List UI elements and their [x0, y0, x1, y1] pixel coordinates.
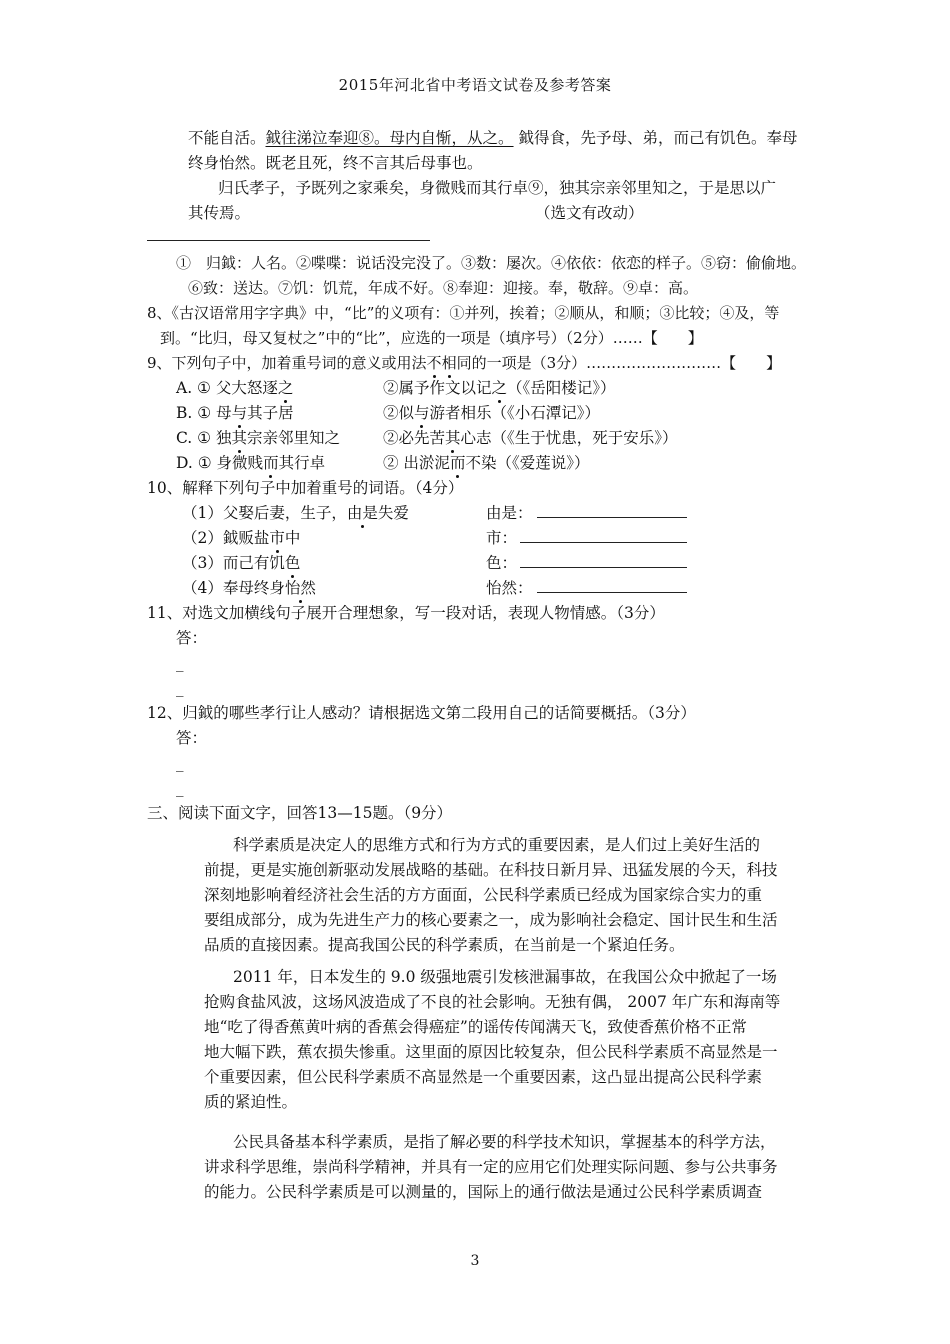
footnote-rule	[147, 240, 430, 241]
item-text: （2）鉞贩盐	[182, 529, 270, 547]
emphasis-char: 不	[426, 354, 442, 372]
emphasis-char: 之	[277, 379, 294, 397]
q9-stem-text: 同的一项是（3分）………………………【 】	[456, 354, 782, 372]
emphasis-word: 怡然	[284, 579, 316, 597]
answer-line-mark[interactable]: _	[176, 754, 184, 772]
option-text: ②属予作文以记	[383, 379, 492, 397]
q9-option-c-second	[383, 427, 678, 449]
reading-p2-line: 地大幅下跌，蕉农损失惨重。这里面的原因比较复杂，但公民科学素质不高显然是一	[204, 1043, 778, 1061]
q12-answer-label: 答：	[176, 729, 208, 747]
passage-source: （选文有改动）	[535, 204, 644, 222]
q10-stem: 10、解释下列句子中加着重号的词语。（4分）	[147, 479, 464, 497]
option-text: C. ① 独	[176, 429, 232, 447]
q10-answer-label-3: 色：	[486, 554, 518, 572]
emphasis-char: 与	[231, 404, 248, 422]
q10-item-1	[182, 502, 409, 524]
answer-blank[interactable]	[520, 542, 687, 543]
emphasis-char: 之	[491, 379, 508, 397]
option-text: D. ① 身微贱	[176, 454, 264, 472]
q10-item-4	[182, 577, 316, 599]
reading-p1-line: 品质的直接因素。提高我国公民的科学素质，在当前是一个紧迫任务。	[204, 936, 685, 954]
reading-p3-line: 讲求科学思维，崇尚科学精神，并具有一定的应用它们处理实际问题、参与公共事务	[204, 1158, 778, 1176]
item-text: （3）而己有饥	[182, 554, 285, 572]
emphasis-word: 由是	[346, 504, 378, 522]
q8-line-1: 8、《古汉语常用字字典》中，“比”的义项有：①并列，挨着；②顺从，和顺；③比较；④及，等	[147, 304, 780, 322]
q9-option-b	[176, 402, 294, 424]
option-text: A. ① 父大怒逐	[176, 379, 278, 397]
answer-line-mark[interactable]: _	[176, 779, 184, 797]
emphasis-word: 色	[284, 554, 301, 572]
passage-line-4: 其传焉。	[188, 204, 251, 222]
q12-stem: 12、归鉞的哪些孝行让人感动？请根据选文第二段用自己的话简要概括。（3分）	[147, 704, 696, 722]
reading-p1-line: 前提，更是实施创新驱动发展战略的基础。在科技日新月异、迅猛发展的今天，科技	[204, 861, 778, 879]
item-text: 失爱	[377, 504, 409, 522]
option-text: （《岳阳楼记》）	[507, 379, 616, 397]
q9-option-d	[176, 452, 325, 474]
q10-answer-label-2: 市：	[486, 529, 518, 547]
reading-p1-line: 要组成部分，成为先进生产力的核心要素之一，成为影响社会稳定、国计民生和生活	[204, 911, 778, 929]
q8-line-2: 到。“比归，母又复杖之”中的“比”，应选的一项是（填序号）（2分）……【 】	[160, 329, 703, 347]
reading-p3-line: 的能力。公民科学素质是可以测量的，国际上的通行做法是通过公民科学素质调查	[204, 1183, 763, 1201]
option-text: 心志（《生于忧患，死于安乐》）	[460, 429, 678, 447]
q9-stem	[147, 352, 781, 374]
emphasis-char: 其	[231, 429, 247, 447]
q9-stem-text: 9、下列句子中，加着重号词的意义或用法	[147, 354, 427, 372]
passage-text: 鉞得食，先予母、弟，而己有饥色。奉母	[513, 129, 798, 147]
emphasis-char: 而	[263, 454, 279, 472]
option-text: ②必先苦	[383, 429, 446, 447]
q9-option-a-second	[383, 377, 616, 399]
option-text: 不染（《爱莲说》）	[465, 454, 590, 472]
option-text: 其子居	[247, 404, 294, 422]
passage-line-2: 终身怡然。既老且死，终不言其后母事也。	[188, 154, 483, 172]
q9-option-d-second	[383, 452, 589, 474]
option-text: ②似	[383, 404, 415, 422]
reading-p2-line: 质的紧迫性。	[204, 1093, 298, 1111]
emphasis-char: 其	[445, 429, 461, 447]
emphasis-char: 而	[449, 454, 466, 472]
footnote-line-2: ⑥致：送达。⑦饥：饥荒，年成不好。⑧奉迎：迎接。奉，敬辞。⑨卓：高。	[188, 279, 699, 297]
answer-line-mark[interactable]: _	[176, 679, 184, 697]
item-text: （1）父娶后妻，生子，	[182, 504, 347, 522]
passage-line-1	[188, 127, 797, 149]
reading-p2-line: 个重要因素，但公民科学素质不高显然是一个重要因素，这凸显出提高公民科学素	[204, 1068, 763, 1086]
option-text: 游者相乐（《小石潭记》）	[429, 404, 601, 422]
reading-p1-line: 深刻地影响着经济社会生活的方方面面，公民科学素质已经成为国家综合实力的重	[204, 886, 763, 904]
option-text: 其行卓	[278, 454, 326, 472]
item-text: 中	[284, 529, 301, 547]
answer-blank[interactable]	[537, 592, 687, 593]
q9-option-c	[176, 427, 340, 449]
reading-p2-line: 2011 年，日本发生的 9.0 级强地震引发核泄漏事故，在我国公众中掀起了一场	[233, 968, 777, 986]
emphasis-char: 相	[441, 354, 457, 372]
underlined-sentence: 鉞往涕泣奉迎⑧。母内自惭，从之。	[265, 129, 514, 147]
q9-option-a	[176, 377, 293, 399]
option-text: B. ① 母	[176, 404, 232, 422]
q10-answer-label-4: 怡然：	[486, 579, 533, 597]
section-3-heading: 三、阅读下面文字，回答13—15题。（9分）	[147, 804, 453, 822]
reading-p3-line: 公民具备基本科学素质，是指了解必要的科学技术知识，掌握基本的科学方法，	[233, 1133, 776, 1151]
footnote-line-1: ① 归鉞：人名。②喋喋：说话没完没了。③数：屡次。④依依：依恋的样子。⑤窃：偷偷地。	[176, 254, 807, 272]
q9-option-b-second	[383, 402, 600, 424]
passage-line-3: 归氏孝子，予既列之家乘矣，身微贱而其行卓⑨，独其宗亲邻里知之，于是思以广	[218, 179, 777, 197]
q10-item-2	[182, 527, 300, 549]
option-text: ② 出淤泥	[383, 454, 450, 472]
answer-blank[interactable]	[520, 567, 687, 568]
answer-blank[interactable]	[537, 517, 687, 518]
reading-p1-line: 科学素质是决定人的思维方式和行为方式的重要因素，是人们过上美好生活的	[233, 836, 761, 854]
reading-p2-line: 抢购食盐风波，这场风波造成了不良的社会影响。无独有偶， 2007 年广东和海南等	[204, 993, 781, 1011]
page-header: 2015年河北省中考语文试卷及参考答案	[338, 76, 612, 94]
q11-stem: 11、对选文加横线句子展开合理想象，写一段对话，表现人物情感。（3分）	[147, 604, 665, 622]
page-number: 3	[470, 1253, 480, 1269]
emphasis-char: 与	[414, 404, 430, 422]
emphasis-word: 市	[269, 529, 285, 547]
answer-line-mark[interactable]: _	[176, 654, 184, 672]
item-text: （4）奉母终身	[182, 579, 285, 597]
reading-p2-line: 地“吃了得香蕉黄叶病的香蕉会得癌症”的谣传传闻满天飞，致使香蕉价格不正常	[204, 1018, 747, 1036]
q10-item-3	[182, 552, 300, 574]
passage-text: 不能自活。	[188, 129, 266, 147]
q11-answer-label: 答：	[176, 629, 208, 647]
q10-answer-label-1: 由是：	[486, 504, 533, 522]
option-text: 宗亲邻里知之	[247, 429, 341, 447]
